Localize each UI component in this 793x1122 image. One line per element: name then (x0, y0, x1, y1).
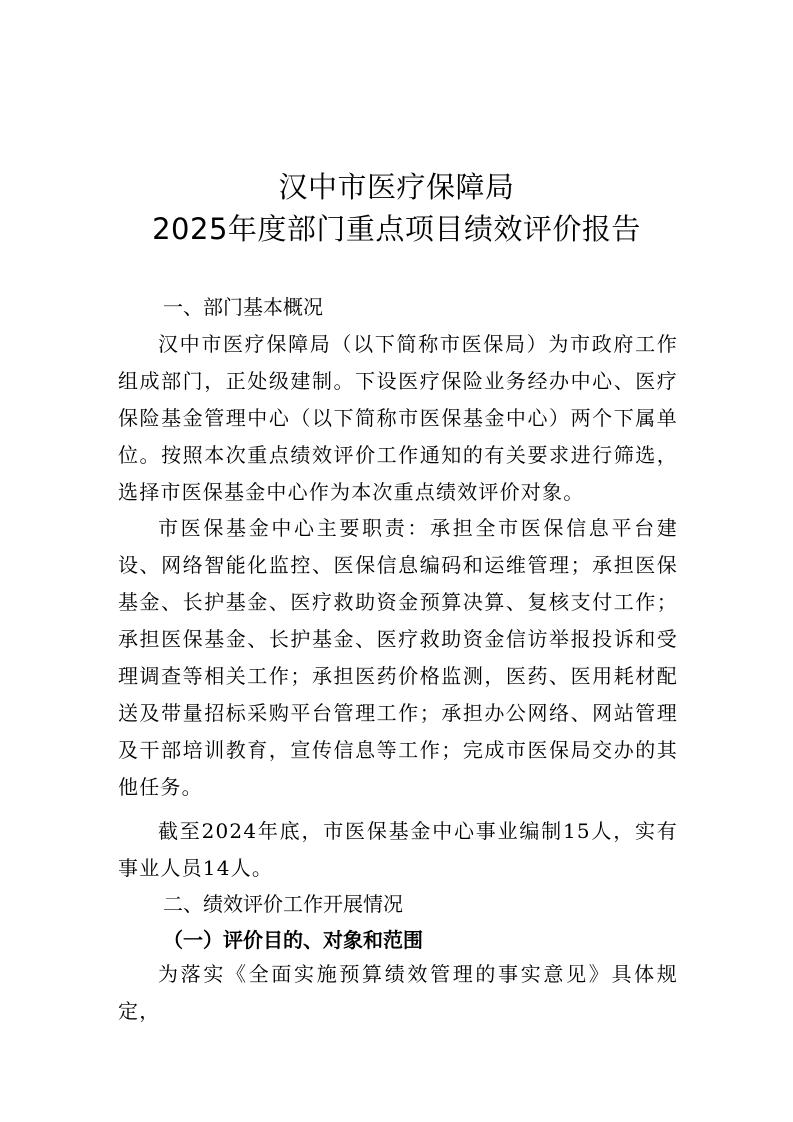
paragraph-evaluation-purpose: 为落实《全面实施预算绩效管理的事实意见》具体规定， (118, 962, 678, 1023)
document-title-line1: 汉中市医疗保障局 (278, 170, 515, 204)
document-title-line2: 2025年度部门重点项目绩效评价报告 (152, 212, 641, 246)
paragraph-department-overview: 汉中市医疗保障局（以下简称市医保局）为市政府工作组成部门，正处级建制。下设医疗保险业务经办中心、医疗保险基金管理中心（以下简称市医保基金中心）两个下属单位。按照本次重点绩效评价工作通知的有关要求进行筛选，选择市医保基金中心作为本次重点绩效评价对象。 (118, 332, 678, 504)
paragraph-staffing: 截至2024年底，市医保基金中心事业编制15人，实有事业人员14人。 (118, 819, 678, 880)
subsection-heading-purpose-scope: （一）评价目的、对象和范围 (163, 928, 423, 952)
section-heading-evaluation-work: 二、绩效评价工作开展情况 (163, 892, 403, 916)
paragraph-main-duties: 市医保基金中心主要职责：承担全市医保信息平台建设、网络智能化监控、医保信息编码和运维管理；承担医保基金、长护基金、医疗救助资金预算决算、复核支付工作；承担医保基金、长护基金、医疗救助资金信访举报投诉和受理调查等相关工作；承担医药价格监测，医药、医用耗材配送及带量招标采购平台管理工作；承担办公网络、网站管理及干部培训教育，宣传信息等工作；完成市医保局交办的其他任务。 (118, 516, 678, 799)
section-heading-overview: 一、部门基本概况 (163, 295, 323, 319)
